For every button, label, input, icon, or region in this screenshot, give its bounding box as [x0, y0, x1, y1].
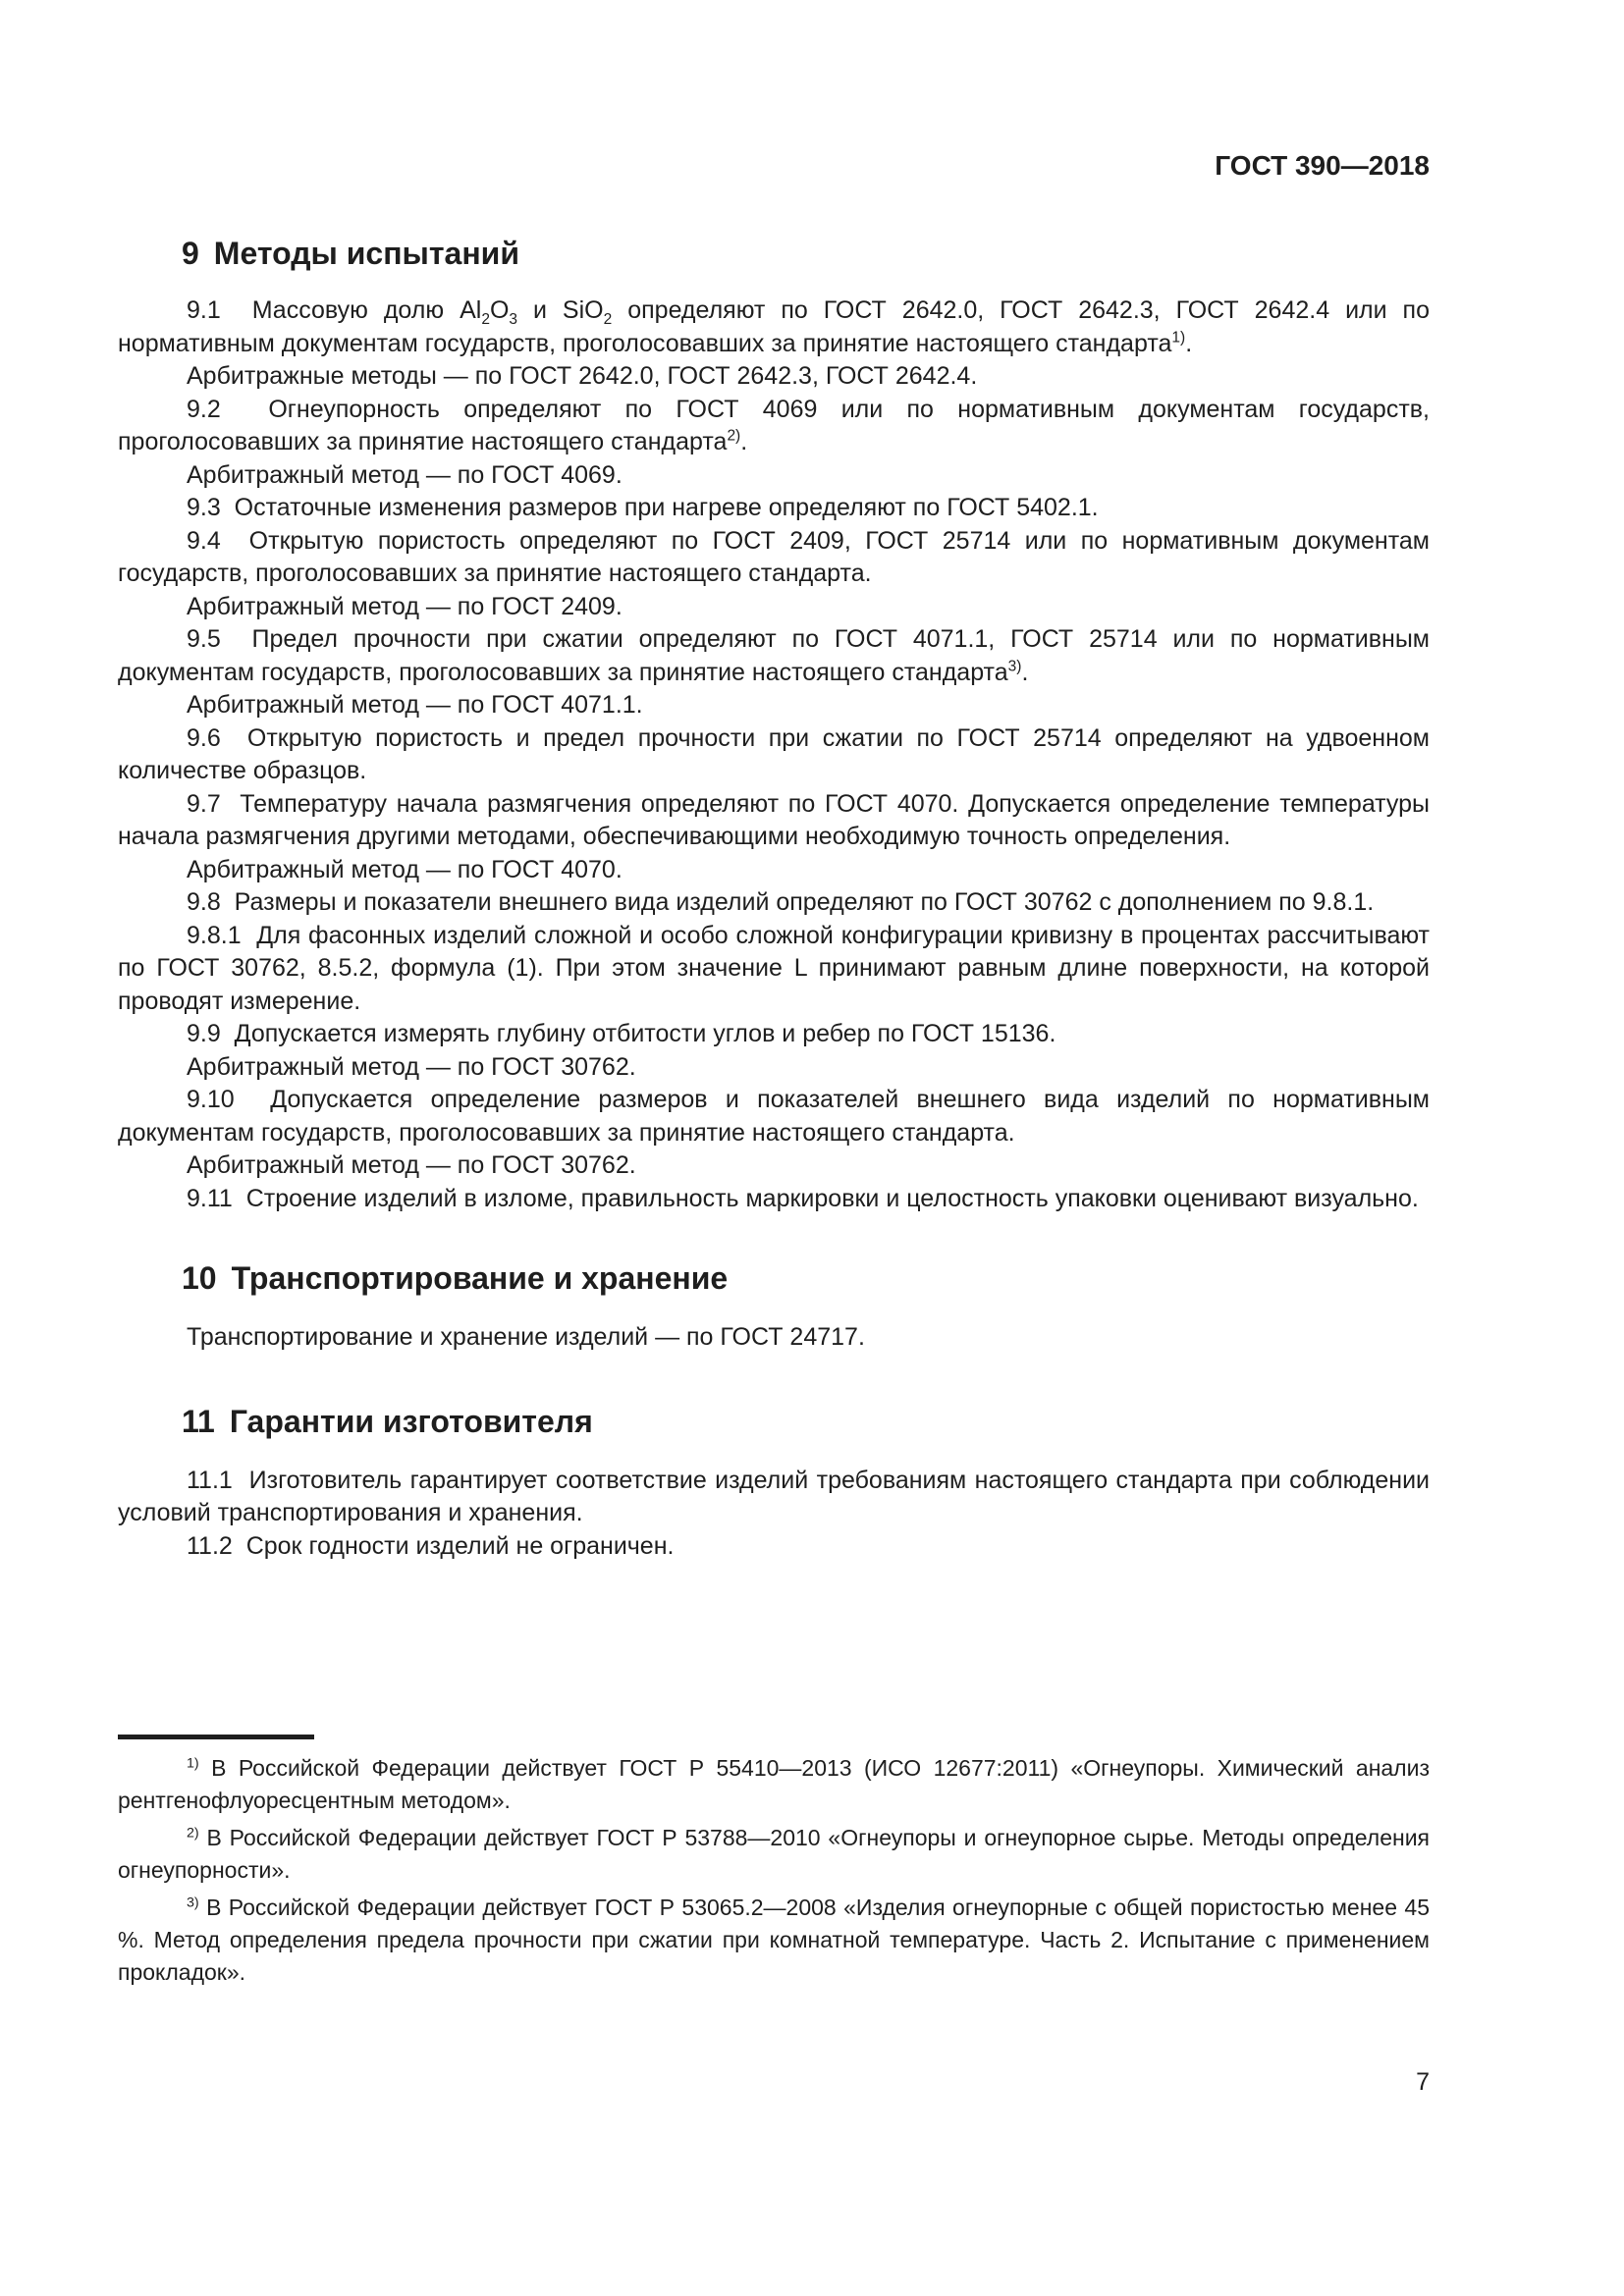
clause-paragraph: 11.1 Изготовитель гарантирует соответствие изделий требованиям настоящего стандарта при соблюдении условий транспортирования и хранения. — [118, 1466, 1430, 1526]
clause-paragraph: 9.6 Открытую пористость и предел прочности при сжатии по ГОСТ 25714 определяют на удвоенном количестве образцов. — [118, 723, 1430, 784]
page-number: 7 — [1416, 2068, 1430, 2096]
clause-paragraph: 9.8.1 Для фасонных изделий сложной и особо сложной конфигурации кривизну в процентах рассчитывают по ГОСТ 30762, 8.5.2, формула (1). При этом значение L принимают равным длине поверхности, на которой проводят измерение. — [118, 921, 1430, 1015]
clause-paragraph: 9.11 Строение изделий в изломе, правильность маркировки и целостность упаковки оценивают визуально. — [187, 1184, 1419, 1212]
clause-paragraph: Арбитражный метод — по ГОСТ 2409. — [187, 592, 623, 620]
clause-paragraph: Арбитражный метод — по ГОСТ 30762. — [187, 1052, 636, 1081]
clause-paragraph: Арбитражные методы — по ГОСТ 2642.0, ГОСТ 2642.3, ГОСТ 2642.4. — [187, 362, 978, 390]
clause-paragraph: 9.10 Допускается определение размеров и показателей внешнего вида изделий по нормативным документам государств, проголосовавших за принятие настоящего стандарта. — [118, 1086, 1430, 1147]
section-number: 11 — [182, 1403, 215, 1439]
clause-paragraph: 9.5 Предел прочности при сжатии определяют по ГОСТ 4071.1, ГОСТ 25714 или по нормативным документам государств, проголосовавших за принятие настоящего стандарта$^{3)}$. — [118, 625, 1430, 686]
section-number: 10 — [182, 1260, 217, 1296]
clause-paragraph: Транспортирование и хранение изделий — по ГОСТ 24717. — [187, 1323, 865, 1351]
section-heading-transport — [182, 1260, 1430, 1296]
footnote-item: $^{2)}$ В Российской Федерации действует ГОСТ Р 53788—2010 «Огнеупоры и огнеупорное сырье. Методы определения огнеупорности». — [118, 1825, 1430, 1883]
clause-paragraph: 9.8 Размеры и показатели внешнего вида изделий определяют по ГОСТ 30762 с дополнением по 9.8.1. — [187, 888, 1375, 916]
clause-paragraph: Арбитражный метод — по ГОСТ 30762. — [187, 1151, 636, 1179]
footnotes-block — [118, 1735, 1430, 1989]
clause-paragraph: 9.9 Допускается измерять глубину отбитости углов и ребер по ГОСТ 15136. — [187, 1020, 1056, 1047]
running-header — [118, 152, 1430, 180]
section-number: 9 — [182, 236, 199, 271]
footnote-item: $^{1)}$ В Российской Федерации действует ГОСТ Р 55410—2013 (ИСО 12677:2011) «Огнеупоры. Химический анализ рентгенофлуоресцентным методом». — [118, 1755, 1430, 1813]
footnote-separator-rule — [118, 1735, 314, 1739]
clause-paragraph: 9.3 Остаточные изменения размеров при нагреве определяют по ГОСТ 5402.1. — [187, 494, 1099, 521]
clause-paragraph: Арбитражный метод — по ГОСТ 4071.1. — [187, 691, 643, 719]
clause-paragraph: 9.2 Огнеупорность определяют по ГОСТ 4069 или по нормативным документам государств, проголосовавших за принятие настоящего стандарта$^{2)}$. — [118, 395, 1430, 455]
clause-paragraph: 9.1 Массовую долю $Al_2O_3$ и SiO$_2$ определяют по ГОСТ 2642.0, ГОСТ 2642.3, ГОСТ 2642.4 или по нормативным документам государств, проголосовавших за принятие настоящего стандарта$^{1)}$. — [118, 296, 1430, 357]
section-title: Транспортирование и хранение — [231, 1260, 729, 1296]
clause-paragraph: 11.2 Срок годности изделий не ограничен. — [187, 1531, 675, 1560]
section-title: Методы испытаний — [213, 236, 519, 271]
section-heading-methods — [182, 236, 1430, 271]
clause-paragraph: 9.4 Открытую пористость определяют по ГОСТ 2409, ГОСТ 25714 или по нормативным документам государств, проголосовавших за принятие настоящего стандарта. — [118, 526, 1430, 587]
clause-paragraph: 9.7 Температуру начала размягчения определяют по ГОСТ 4070. Допускается определение температуры начала размягчения другими методами, обеспечивающими необходимую точность определения. — [118, 789, 1430, 850]
section-heading-warranty — [182, 1404, 1430, 1439]
footnote-item: $^{3)}$ В Российской Федерации действует ГОСТ Р 53065.2—2008 «Изделия огнеупорные с общей пористостью менее 45 %. Метод определения предела прочности при сжатии при комнатной температуре. Часть 2. Испытание с применением прокладок». — [118, 1895, 1430, 1985]
section-title: Гарантии изготовителя — [229, 1403, 593, 1439]
clause-paragraph: Арбитражный метод — по ГОСТ 4069. — [187, 460, 623, 489]
clause-paragraph: Арбитражный метод — по ГОСТ 4070. — [187, 855, 623, 883]
document-code: ГОСТ 390—2018 — [1215, 150, 1430, 181]
